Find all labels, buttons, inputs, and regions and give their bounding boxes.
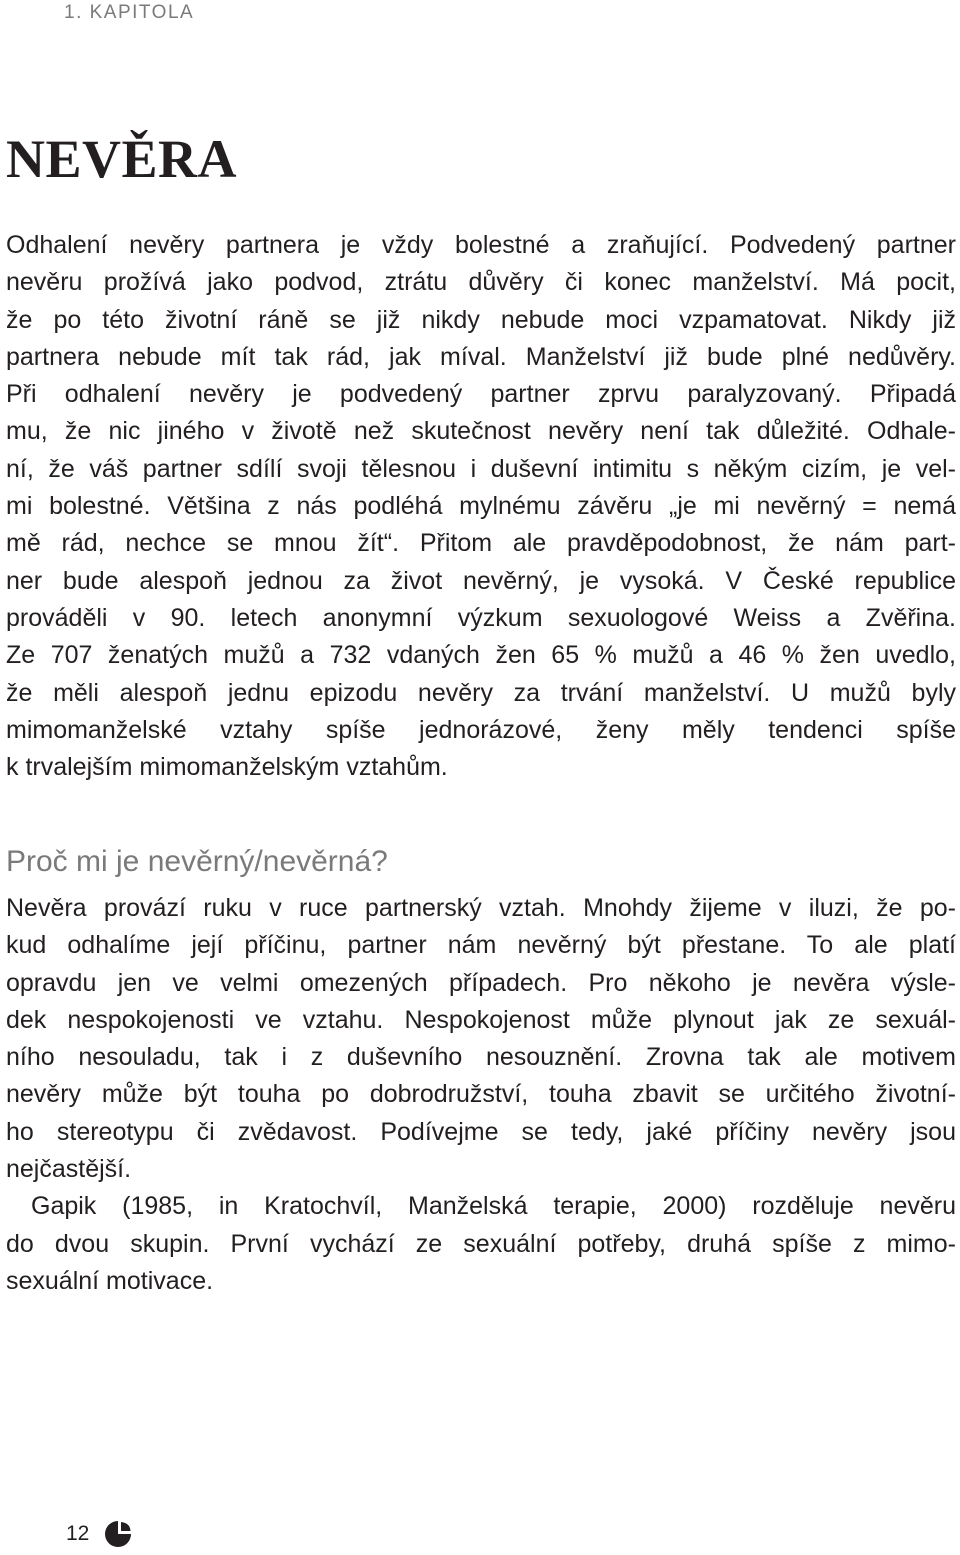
- text-line: Ze 707 ženatých mužů a 732 vdaných žen 65 % mužů a 46 % žen uvedlo,: [6, 641, 956, 670]
- page-number: 12: [66, 1522, 90, 1545]
- text-line: dek nespokojenosti ve vztahu. Nespokojenost může plynout jak ze sexuál-: [6, 1005, 956, 1034]
- text-line: prováděli v 90. letech anonymní výzkum sexuologové Weiss a Zvěřina.: [6, 603, 956, 632]
- text-line: kud odhalíme její příčinu, partner nám nevěrný být přestane. To ale platí: [6, 931, 956, 960]
- text-line: Gapik (1985, in Kratochvíl, Manželská terapie, 2000) rozděluje nevěru: [31, 1192, 956, 1221]
- text-line: nevěru prožívá jako podvod, ztrátu důvěry či konec manželství. Má pocit,: [6, 268, 956, 297]
- chapter-title: NEVĚRA: [6, 129, 238, 189]
- text-line: ho stereotypu či zvědavost. Podívejme se tedy, jaké příčiny nevěry jsou: [6, 1117, 956, 1146]
- text-line: Odhalení nevěry partnera je vždy bolestné a zraňující. Podvedený partner: [6, 231, 956, 259]
- intro-paragraph: [6, 227, 956, 786]
- text-line: nevěry může být touha po dobrodružství, touha zbavit se určitého životní-: [6, 1080, 956, 1109]
- text-line: mě rád, nechce se mnou žít“. Přitom ale pravděpodobnost, že nám part-: [6, 529, 956, 558]
- text-line: partnera nebude mít tak rád, jak míval. Manželství již bude plné nedůvěry.: [6, 342, 956, 371]
- text-line: mu, že nic jiného v životě než skutečnost nevěry není tak důležité. Odhale-: [6, 417, 956, 446]
- text-line: do dvou skupin. První vychází ze sexuální potřeby, druhá spíše z mimo-: [6, 1229, 956, 1258]
- text-line: ní, že váš partner sdílí svoji tělesnou i duševní intimitu s někým cizím, je vel-: [6, 454, 956, 483]
- text-line: opravdu jen ve velmi omezených případech. Pro někoho je nevěra výsle-: [6, 968, 956, 997]
- section-paragraphs: [6, 890, 956, 1300]
- text-line: ner bude alespoň jednou za život nevěrný, je vysoká. V České republice: [6, 566, 956, 595]
- text-line: k trvalejším mimomanželským vztahům.: [6, 753, 448, 782]
- text-line: mimomanželské vztahy spíše jednorázové, ženy měly tendenci spíše: [6, 715, 956, 744]
- text-line: Nevěra provází ruku v ruce partnerský vztah. Mnohdy žijeme v iluzi, že po-: [6, 894, 956, 922]
- text-line: ního nesouladu, tak i z duševního nesouznění. Zrovna tak ale motivem: [6, 1043, 956, 1072]
- text-line: mi bolestné. Většina z nás podléhá mylnému závěru „je mi nevěrný = nemá: [6, 492, 956, 521]
- text-line: že po této životní ráně se již nikdy nebude moci vzpamatovat. Nikdy již: [6, 305, 956, 334]
- running-head: 1. KAPITOLA: [64, 2, 195, 23]
- publisher-logo-icon: [103, 1519, 133, 1549]
- text-line: Při odhalení nevěry je podvedený partner zprvu paralyzovaný. Připadá: [6, 380, 956, 409]
- text-line: sexuální motivace.: [6, 1266, 214, 1295]
- section-heading: Proč mi je nevěrný/nevěrná?: [6, 845, 388, 878]
- text-line: nejčastější.: [6, 1155, 132, 1184]
- page-footer: [66, 1514, 133, 1554]
- text-line: že měli alespoň jednu epizodu nevěry za trvání manželství. U mužů byly: [6, 678, 956, 707]
